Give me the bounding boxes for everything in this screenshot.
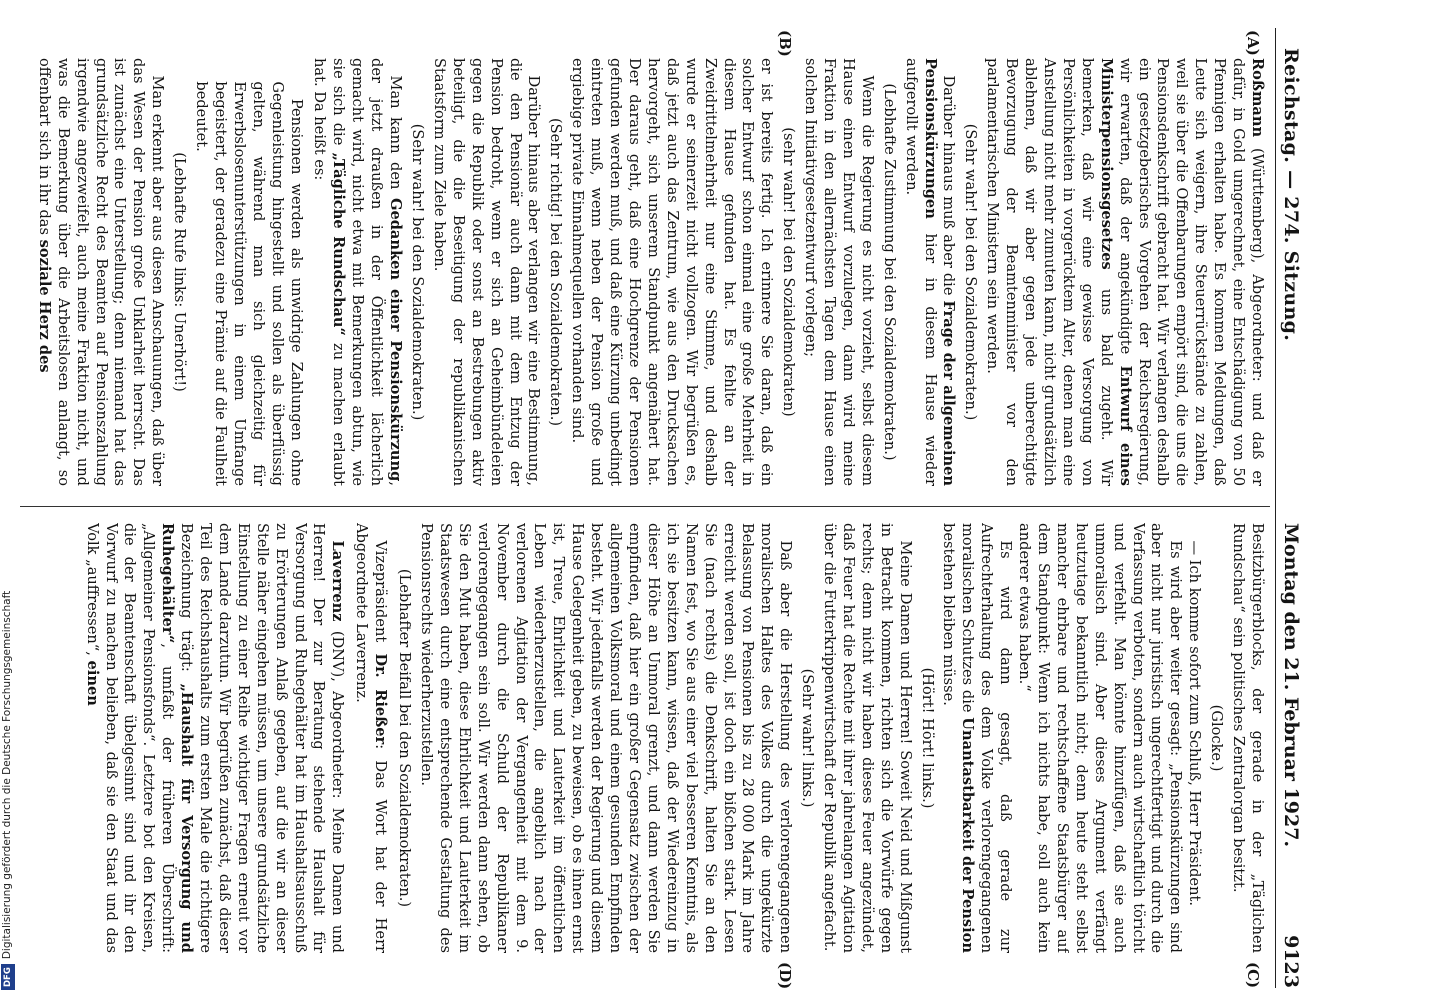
dfg-funding-note [0, 0, 14, 1000]
margin-mark-c: (C) [1244, 962, 1262, 989]
interjection: (sehr wahr! bei den Sozialdemokraten) [780, 127, 798, 417]
paragraph: Besitzbürgerblocks, der gerade in der „Täglichen Rundschau“ sein politisches Zentralorgan besitzt. [1230, 523, 1266, 953]
column-divider [20, 506, 1270, 507]
interjection: (Glocke.) [1208, 704, 1226, 772]
side-note-strip [0, 0, 14, 1000]
header-date: Montag den 21. Februar 1927. [1280, 523, 1302, 848]
paragraph: Darüber hinaus aber verlangen wir eine Bestimmung, die den Pensionär auch dann mit dem Entzug der Pension bedroht, wenn er sich an Geheimbündeleien gegen die Republik oder sonst an Bestrebungen aktiv beteiligt, die die Beseitigung der republikanischen Staatsform zum Ziele haben. [430, 58, 543, 486]
interjection: (Lebhafte Zustimmung bei den Sozialdemokraten.) [880, 83, 898, 461]
interjection: (Lebhafte Rufe links: Unerhört!) [171, 152, 189, 392]
quotation: Pensionen werden als unwidrige Zahlungen ohne Gegenleistung hingestellt und sollen als überflüssig gelten, während man sich gleichzeitig für Erwerbslosenunterstützungen in einem Umfange begeistert, der geradezu eine Prämie auf die Faulheit bedeutet. [193, 81, 305, 486]
dfg-logo: DFG [1, 964, 15, 990]
paragraph: Es wird dann gesagt, daß gerade zur Aufrechterhaltung des dem Volke verlorengegangenen moralischen Schutzes die Unantastbarkeit der Pension bestehen bleiben müsse. [940, 523, 1015, 953]
interjection: (Sehr wahr! bei den Sozialdemokraten.) [962, 123, 980, 421]
funding-text: Digitalisierung gefördert durch die Deutsche Forschungsgemeinschaft [1, 590, 13, 960]
paragraph: Vizepräsident Dr. Rießer: Das Wort hat der Herr Abgeordnete Laverrenz. [353, 523, 390, 953]
paragraph: Man erkennt aber aus diesen Anschauungen, daß über das Wesen der Pension große Unklarheit herrscht. Das ist zunächst eine Unterstellung; denn niemand hat das grundsätzliche Recht des Beamten auf Pensionszahlung irgendwie angezweifelt, auch meine Fraktion nicht, und was die Bemerkung über die Arbeitslosen anlangt, so offenbart sich in ihr das soziale Herz des [35, 58, 167, 486]
speaker-name: Laverrenz [329, 540, 347, 622]
interjection: (Sehr wahr! links.) [799, 668, 817, 808]
paragraph: Laverrenz (DNV), Abgeordneter: Meine Damen und Herren! Der zur Beratung stehende Haushalt für Versorgung und Ruhegehälter hat im Haushaltsausschuß zu Erörterungen Anlaß gegeben, auf die wir an dieser Stelle näher eingehen müssen, um unsere grundsätzliche Einstellung zu einer Reihe wichtiger Fragen erneut vor dem Lande darzutun. Wir begrüßen zunächst, daß dieser Teil des Reichshaushalts zum ersten Male die richtigere Bezeichnung trägt: „Haushalt für Versorgung und Ruhegehälter“, umfaßt der früheren Überschrift: „Allgemeiner Pensionsfonds“. Letztere bot den Kreisen, die der Beamtenschaft übelgesinnt sind und ihr den Vorwurf zu machen belieben, daß sie den Staat und das Volk „auffressen“, einen [83, 523, 347, 953]
margin-mark-d: (D) [776, 962, 794, 990]
paragraph: Darüber hinaus muß aber die Frage der allgemeinen Pensionskürzungen hier in diesem Hause wieder aufgerollt werden. [902, 58, 958, 486]
paragraph: Man kann den Gedanken einer Pensionskürzung, der jetzt draußen in der Öffentlichkeit lächerlich gemacht wird, nicht etwa mit Bemerkungen abtun, wie sie sich die „Tägliche Rundschau“ zu machen erlaubt hat. Da heißt es: [311, 58, 405, 486]
margin-mark-a: (A) [1244, 30, 1262, 56]
right-column [21, 523, 1266, 953]
interjection: (Sehr richtig! bei den Sozialdemokraten.) [547, 117, 565, 427]
paragraph: Es wird aber weiter gesagt: „Pensionskürzungen sind aber nicht nur juristisch ungerechtfertigt und durch die Verfassung verboten, sondern auch wirtschaftlich töricht und verfehlt. Man könnte hinzufügen, daß sie auch unmoralisch sind. Aber dieses Argument verfängt heutzutage bekanntlich nicht; denn heute steht selbst mancher ehrbare und rechtschaffene Staatsbürger auf dem Standpunkt: Wenn ich nichts habe, soll auch kein anderer etwas haben.“ [1016, 523, 1185, 953]
paragraph: — Ich komme sofort zum Schluß, Herr Präsident. [1186, 540, 1204, 906]
interjection: (Hört! Hört! links.) [918, 667, 936, 809]
paragraph: Wenn die Regierung es nicht vorzieht, selbst diesem Hause einen Entwurf vorzulegen, dann wird meine Fraktion in den allernächsten Tagen dem Hause einen solchen Initiativgesetzentwurf vorlegen; [802, 58, 876, 486]
speaker-name: Dr. Rießer [372, 653, 390, 745]
header-page-number: 9123 [1280, 935, 1302, 988]
margin-mark-b: (B) [776, 30, 794, 57]
newspaper-page [0, 28, 1434, 988]
paragraph: Daß aber die Herstellung des verlorengegangenen moralischen Haltes des Volkes durch die ungekürzte Belassung von Pensionen bis zu 28 000 Mark im Jahre erreicht werden soll, ist doch ein bißchen stark. Lesen Sie (nach rechts) die Denkschrift, halten Sie an den Namen fest, wo Sie aus einer viel besseren Kenntnis, als ich sie besitzen kann, wissen, daß der Wiedereinzug in dieser Höhe an Unmoral grenzt, und dann werden Sie empfinden, daß hier ein großer Gegensatz zwischen der allgemeinen Volksmoral und einem gesunden Empfinden besteht. Wir jedenfalls werden der Regierung und diesem Hause Gelegenheit geben, zu beweisen, ob es ihnen ernst ist, Treue, Ehrlichkeit und Lauterkeit im öffentlichen Leben wiederherzustellen, die angeblich nach der verlorenen Agitation der Vergangenheit mit dem 9. November durch die Schuld der Republikaner verlorengegangen sein soll. Wir werden dann sehen, ob Sie den Mut haben, diese Ehrlichkeit und Lauterkeit im Staatswesen durch eine entsprechende Gestaltung des Pensionsrechts wiederherzustellen. [418, 523, 795, 953]
paragraph: er ist bereits fertig. Ich erinnere Sie daran, daß ein solcher Entwurf schon einmal eine große Mehrheit in diesem Hause gefunden hat. Es fehlte an der Zweidrittelmehrheit nur eine Stimme, und deshalb wurde er seinerzeit nicht vollzogen. Wir begrüßen es, daß jetzt auch das Zentrum, wie aus den Drucksachen hervorgeht, sich unserem Standpunkt angenähert hat. Der daraus geht, daß eine Hochgrenze der Pensionen gefunden werden muß, und daß eine Kürzung unbedingt eintreten muß, wenn neben der Pension große und ergiebige private Einnahmequellen vorhanden sind. [569, 58, 776, 486]
paragraph: Meine Damen und Herren! Soweit Neid und Mißgunst in Betracht kommen, richten sich die Vorwürfe gegen rechts; denn nicht wir haben dieses Feuer angezündet, daß Feuer hat die Rechte mit ihrer jahrelangen Agitation über die Futterkrippenwirtschaft der Republik angefacht. [821, 523, 914, 953]
interjection: (Sehr wahr! bei den Sozialdemokraten.) [409, 123, 427, 421]
paragraph: Roßmann (Württemberg), Abgeordneter: und daß er dafür, in Gold umgerechnet, eine Entschädigung von 50 Pfennigen erhalten habe. Es kommen Meldungen, daß Leute sich weigern, ihre Steuerrückstände zu zahlen, weil sie über die Offenbarungen empört sind, die uns die Pensionsdenkschrift gebracht hat. Wir verlangen deshalb ein gesetzgeberisches Vorgehen der Reichsregierung, wir erwarten, daß der angekündigte Entwurf eines Ministerpensionsgesetzes uns bald zugeht. Wir bemerken, daß wir eine gewisse Versorgung von Persönlichkeiten in vorgerücktem Alter, denen man eine Anstellung nicht mehr zumuten kann, nicht grundsätzlich ablehnen, daß wir aber gegen jede unberechtigte Bevorzugung der Beamtenminister vor den parlamentarischen Ministern sein werden. [984, 58, 1266, 486]
interjection: (Lebhafter Beifall bei den Sozialdemokraten.) [396, 568, 414, 908]
header-session-title: Reichstag. — 274. Sitzung. [1280, 48, 1302, 342]
speaker-name: Roßmann [1249, 58, 1266, 138]
left-column [21, 28, 1266, 486]
